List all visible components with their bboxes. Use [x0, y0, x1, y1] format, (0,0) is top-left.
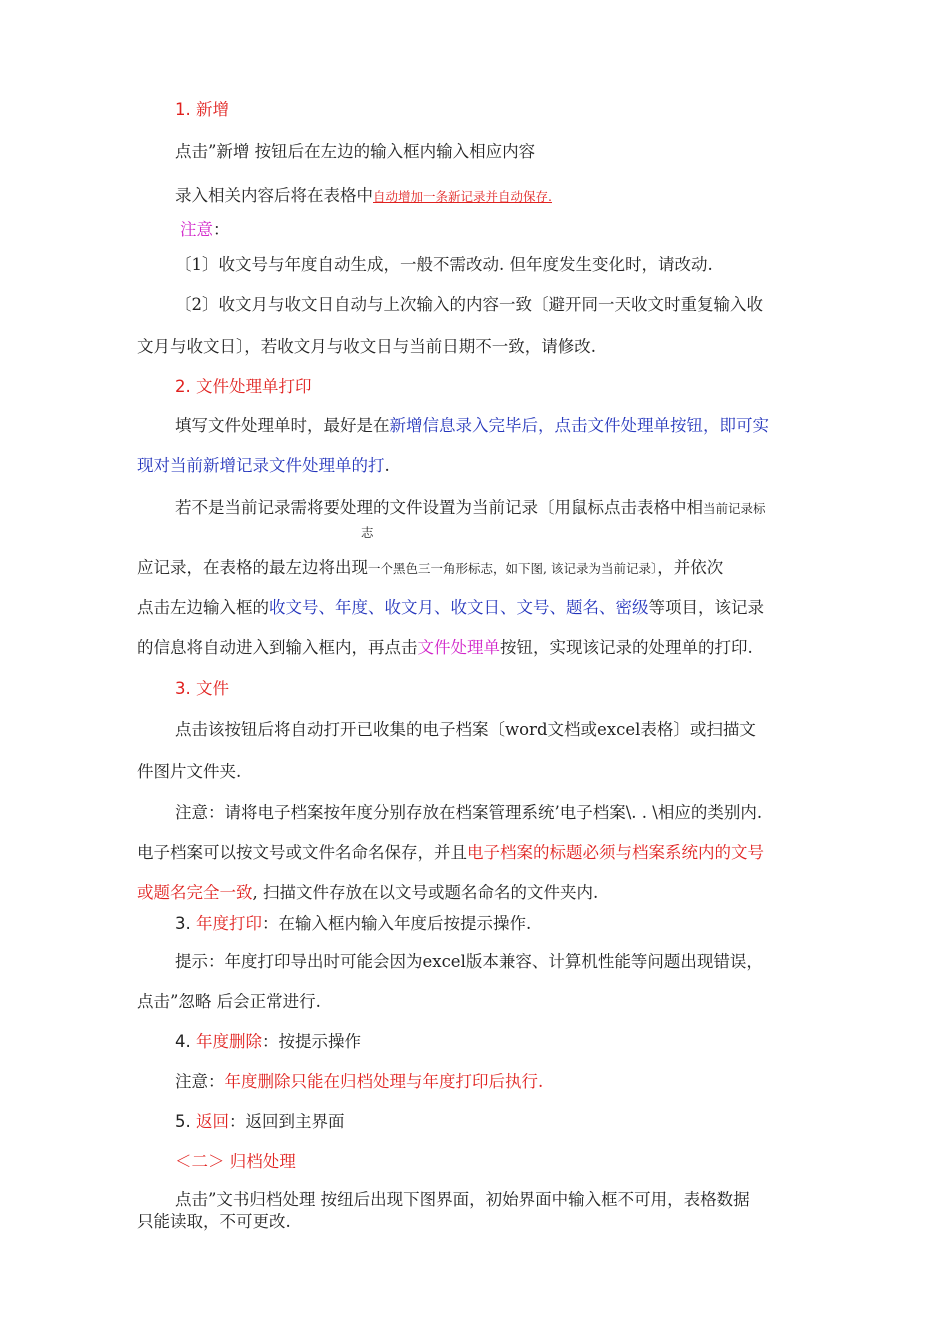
paragraph-line: 点击”新增 按钮后在左边的输入框内输入相应内容	[175, 142, 536, 161]
text-run: .	[384, 456, 390, 475]
highlighted-text: 文件处理单	[417, 638, 500, 657]
highlighted-text: 或题名完全一致	[137, 883, 253, 902]
note-label	[180, 220, 230, 240]
paragraph-line: 点击”忽略 后会正常进行.	[137, 992, 321, 1011]
section-number: 5.	[175, 1112, 191, 1131]
section-heading-year-delete	[175, 1032, 361, 1052]
text-run: ，并依次	[657, 558, 724, 577]
paragraph-line	[137, 558, 723, 579]
text-run: ：按提示操作	[262, 1032, 361, 1051]
section-heading-add	[175, 100, 229, 120]
text-run: 电子档案可以按文号或文件名命名保存，并且	[137, 843, 467, 862]
note-label-text: 注意	[180, 220, 213, 239]
section-number: 3.	[175, 914, 191, 933]
note-colon: ：	[213, 220, 230, 239]
section-title: 文件	[196, 679, 229, 698]
highlighted-text: 自动增加一条新记录并自动保存.	[373, 189, 552, 204]
section-heading-archive: ＜二＞ 归档处理	[175, 1152, 296, 1171]
paragraph-line	[137, 456, 390, 476]
paragraph-line: 点击该按钮后将自动打开已收集的电子档案〔word文档或excel表格〕或扫描文	[175, 720, 756, 739]
section-heading-files	[175, 679, 229, 699]
section-number: 1.	[175, 100, 191, 119]
section-number: 3.	[175, 679, 191, 698]
small-text: 当前记录标	[703, 501, 766, 516]
paragraph-line	[175, 1072, 543, 1092]
paragraph-line	[137, 843, 764, 863]
text-run: 填写文件处理单时，最好是在	[175, 416, 390, 435]
section-title: 文件处理单打印	[196, 377, 312, 396]
section-number: 4.	[175, 1032, 191, 1051]
section-title: 返回	[196, 1112, 229, 1131]
text-run: , 扫描文件存放在以文号或题名命名的文件夹内.	[252, 883, 599, 902]
text-run: 的信息将自动进入到输入框内，再点击	[137, 638, 418, 657]
section-title: 年度删除	[196, 1032, 262, 1051]
highlighted-text: 收文号、年度、收文月、收文日、文号、题名、密级	[269, 598, 649, 617]
section-title: 新增	[196, 100, 229, 119]
small-text: 志	[361, 525, 374, 540]
highlighted-text: 电子档案的标题必须与档案系统内的文号	[467, 843, 764, 862]
highlighted-text: 新增信息录入完毕后，点击文件处理单按钮，即可实	[389, 416, 769, 435]
highlighted-text: 现对当前新增记录文件处理单的打	[137, 456, 385, 475]
text-run: ：返回到主界面	[229, 1112, 345, 1131]
text-run: 等项目，该记录	[648, 598, 764, 617]
section-number: 2.	[175, 377, 191, 396]
section-heading-return	[175, 1112, 345, 1132]
paragraph-line	[137, 883, 598, 903]
paragraph-line: 点击”文书归档处理 按纽后出现下图界面，初始界面中输入框不可用，表格数据	[175, 1190, 750, 1209]
section-heading-year-print	[175, 914, 531, 934]
paragraph-line	[175, 186, 552, 207]
paragraph-line	[175, 416, 769, 436]
text-run: 注意：	[175, 1072, 225, 1091]
paragraph-line	[137, 598, 764, 618]
small-text: 一个黑色三一角形标志，如下图, 该记录为当前记录〕	[368, 561, 658, 576]
paragraph-line: 只能读取，不可更改.	[137, 1212, 291, 1231]
paragraph-line: 件图片文件夹.	[137, 762, 242, 781]
paragraph-line	[137, 638, 753, 658]
note-item-2: 〔2〕收文月与收文日自动与上次输入的内容一致〔避开同一天收文时重复输入收	[175, 295, 763, 314]
section-title: 年度打印	[196, 914, 262, 933]
section-heading-print-form	[175, 377, 312, 397]
text-run: ：在输入框内输入年度后按提示操作.	[262, 914, 532, 933]
text-run: 按钮，实现该记录的处理单的打印.	[500, 638, 753, 657]
text-run: 点击左边输入框的	[137, 598, 269, 617]
text-run: 录入相关内容后将在表格中	[175, 186, 373, 205]
paragraph-line: 注意：请将电子档案按年度分别存放在档案管理系统’电子档案\. . \相应的类别内.	[175, 803, 763, 822]
paragraph-line	[175, 498, 766, 519]
text-run: 若不是当前记录需将要处理的文件设置为当前记录〔用鼠标点击表格中相	[175, 498, 703, 517]
paragraph-line: 提示：年度打印导出时可能会因为excel版本兼容、计算机性能等问题出现错误，	[175, 952, 763, 971]
note-item-1: 〔1〕收文号与年度自动生成，一般不需改动. 但年度发生变化时，请改动.	[175, 255, 713, 274]
note-item-2-cont: 文月与收文日〕，若收文月与收文日与当前日期不一致，请修改.	[137, 337, 596, 356]
highlighted-text: 年度删除只能在归档处理与年度打印后执行.	[224, 1072, 544, 1091]
text-run: 应记录，在表格的最左边将出现	[137, 558, 368, 577]
